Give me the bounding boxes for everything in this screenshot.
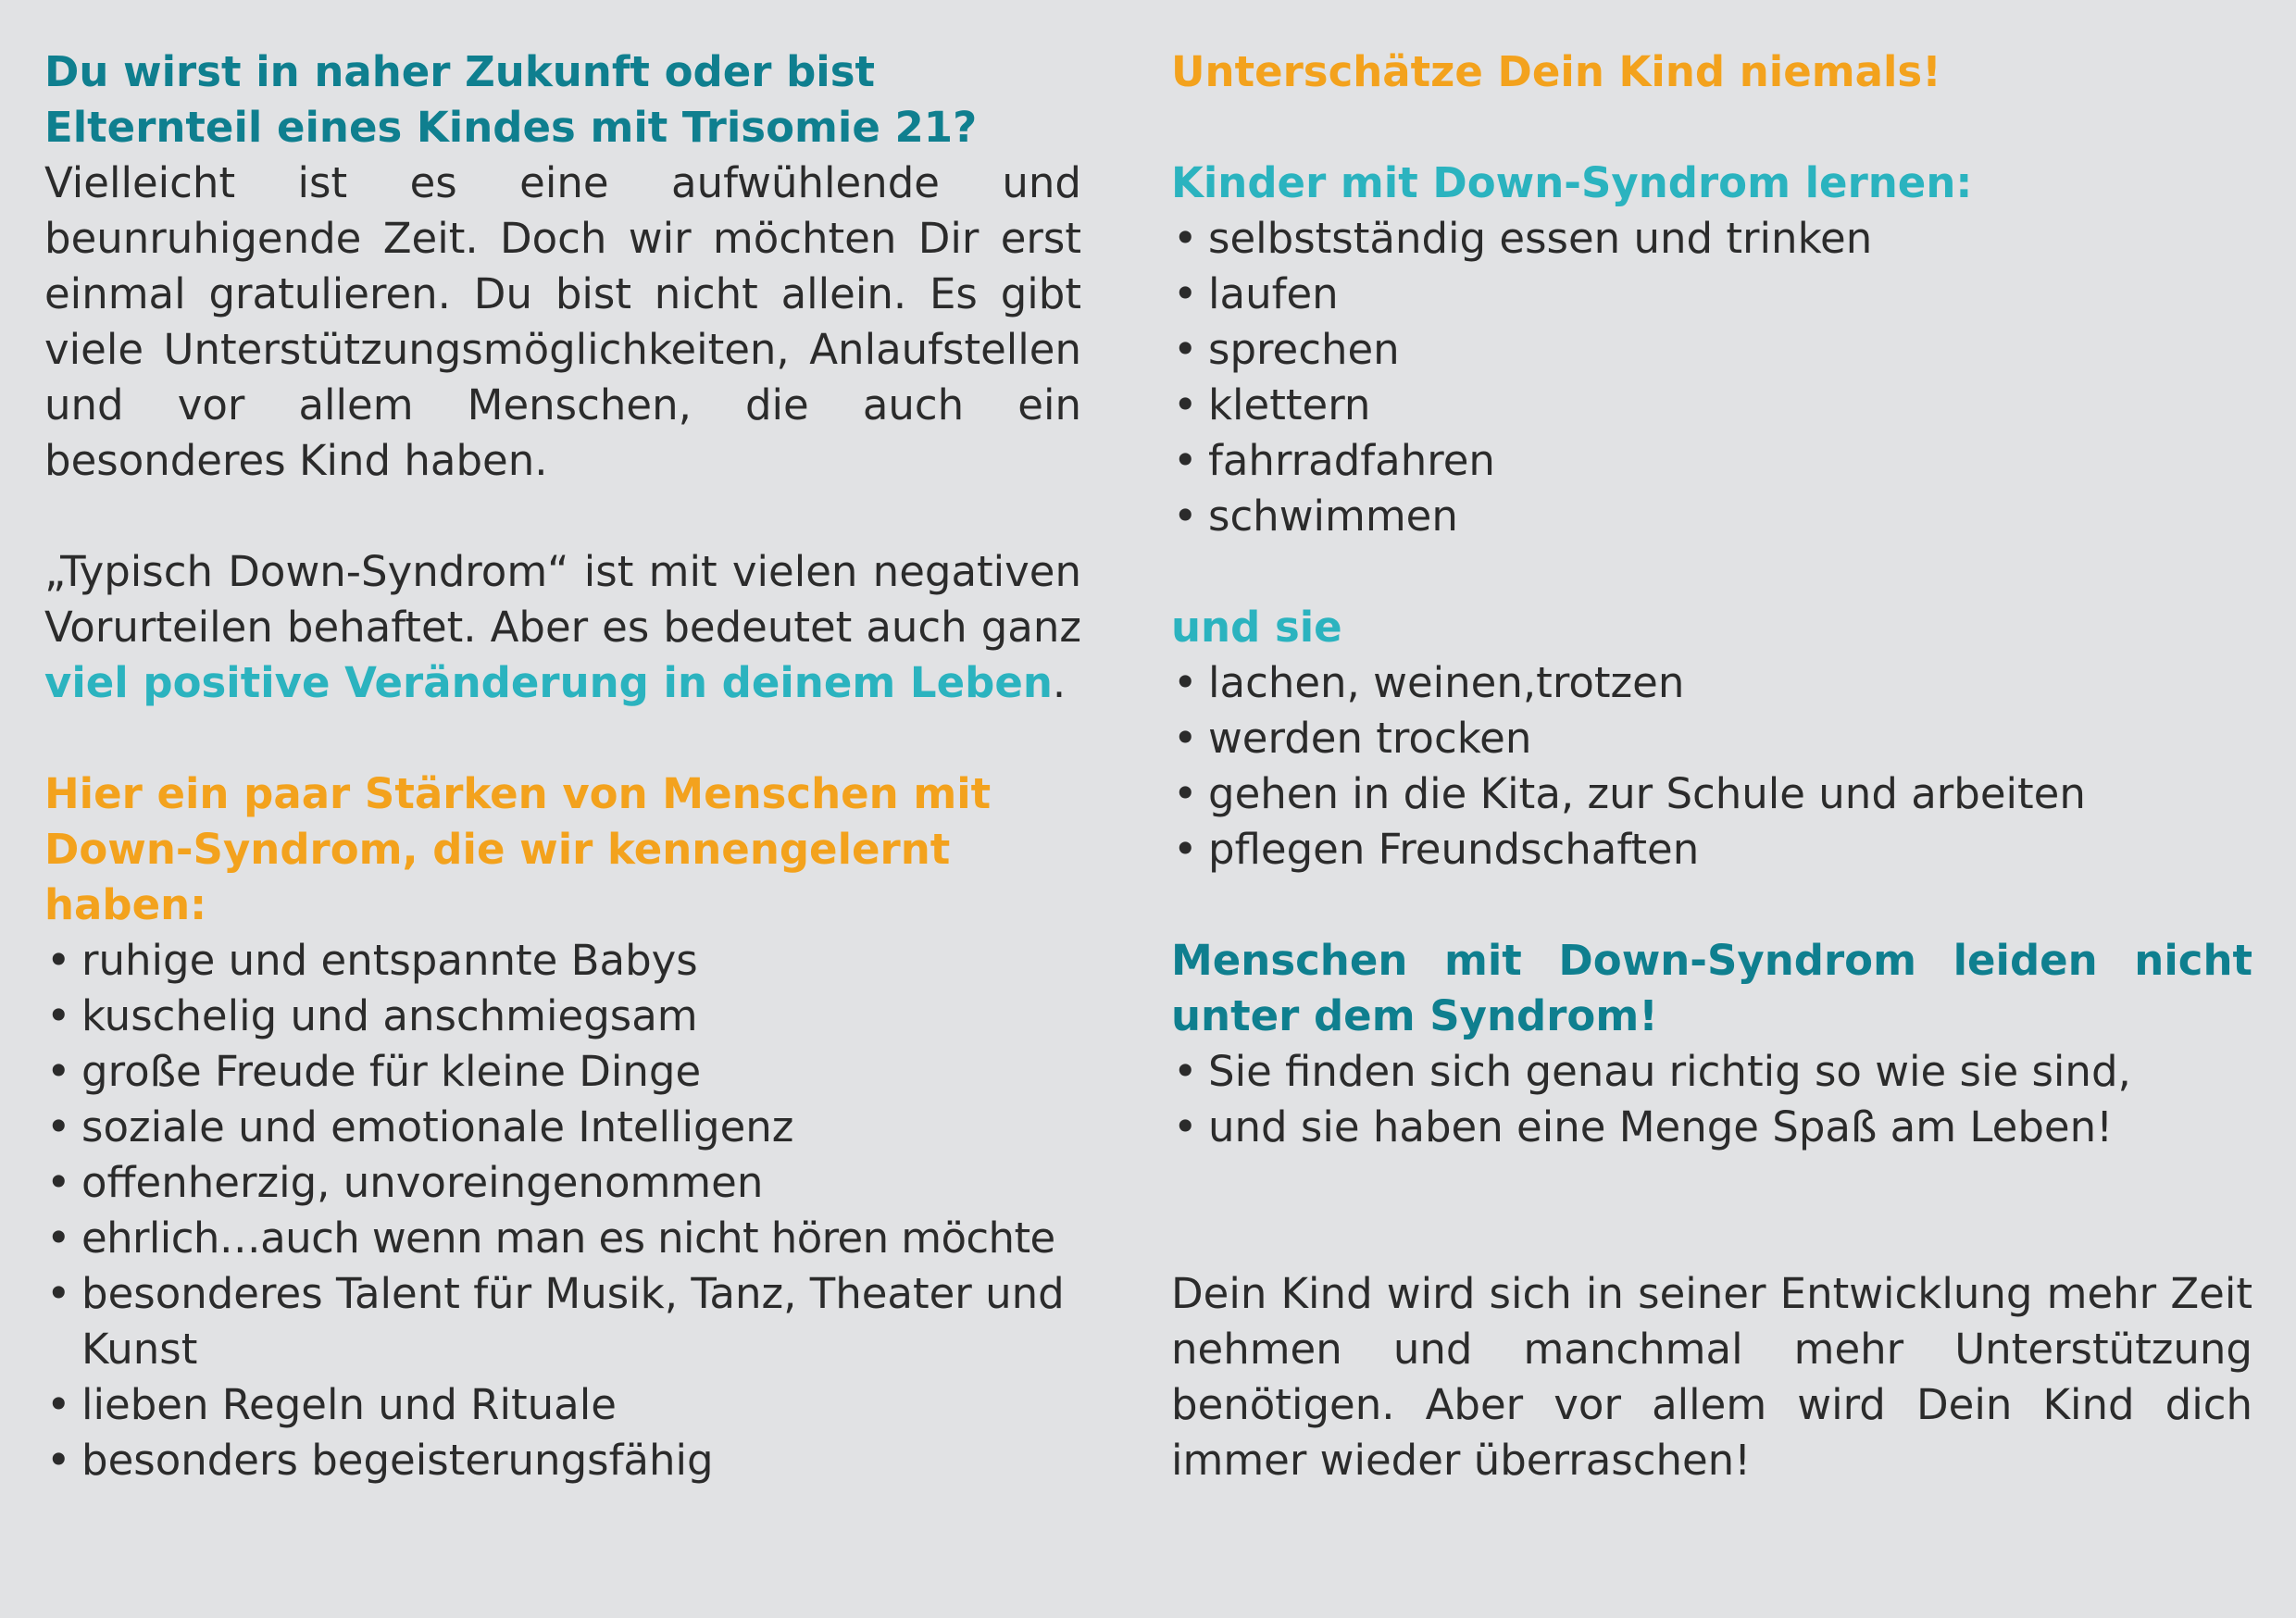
and-heading: und sie — [1171, 603, 1342, 652]
typisch-highlight: viel positive Veränderung in deinem Leben — [44, 658, 1053, 707]
intro-heading: Du wirst in naher Zukunft oder bist Elternteil eines Kindes mit Trisomie 21? — [44, 47, 978, 152]
spacer — [1171, 877, 2252, 933]
suffer-heading: Menschen mit Down-Syndrom leiden nicht unter dem Syndrom! — [1171, 936, 2252, 1040]
list-item: • lachen, weinen,trotzen — [1171, 655, 2252, 711]
strengths-list — [44, 933, 1081, 1488]
list-item: • pflegen Freundschaften — [1171, 822, 2252, 877]
left-column — [44, 44, 1081, 1488]
list-item: • fahrradfahren — [1171, 433, 2252, 489]
right-column — [1171, 44, 2252, 1488]
list-item: • sprechen — [1171, 322, 2252, 378]
spacer — [44, 711, 1081, 766]
learn-list — [1171, 211, 2252, 544]
and-list — [1171, 655, 2252, 877]
closing-paragraph: Dein Kind wird sich in seiner Entwicklung mehr Zeit nehmen und manchmal mehr Unterstützung benötigen. Aber vor allem wird Dein Kind dich immer wieder überraschen! — [1171, 1269, 2252, 1485]
intro-paragraph: Vielleicht ist es eine aufwühlende und beunruhigende Zeit. Doch wir möchten Dir erst einmal gratulieren. Du bist nicht allein. Es gibt viele Unterstützungsmöglichkeiten, Anlaufstellen und vor allem Menschen, die auch ein besonderes Kind haben. — [44, 158, 1081, 485]
strengths-heading: Hier ein paar Stärken von Menschen mit Down-Syndrom, die wir kennengelernt haben: — [44, 769, 992, 929]
list-item: • offenherzig, unvoreingenommen — [44, 1155, 1081, 1211]
typisch-paragraph — [44, 544, 1081, 711]
list-item: • gehen in die Kita, zur Schule und arbeiten — [1171, 766, 2252, 822]
list-item: • werden trocken — [1171, 711, 2252, 766]
list-item: • selbstständig essen und trinken — [1171, 211, 2252, 267]
spacer — [1171, 100, 2252, 156]
main-heading: Unterschätze Dein Kind niemals! — [1171, 47, 1941, 96]
list-item: • lieben Regeln und Rituale — [44, 1377, 1081, 1433]
list-item: • Sie finden sich genau richtig so wie sie sind, — [1171, 1044, 2252, 1100]
list-item: • besonders begeisterungsfähig — [44, 1433, 1081, 1488]
list-item: • große Freude für kleine Dinge — [44, 1044, 1081, 1100]
typisch-end: . — [1052, 658, 1067, 707]
suffer-list — [1171, 1044, 2252, 1155]
spacer — [44, 489, 1081, 544]
list-item: • ehrlich…auch wenn man es nicht hören möchte — [44, 1211, 1081, 1266]
list-item: • soziale und emotionale Intelligenz — [44, 1100, 1081, 1155]
list-item: • klettern — [1171, 378, 2252, 433]
spacer — [1171, 1155, 2252, 1266]
typisch-text: „Typisch Down-Syndrom“ ist mit vielen negativen Vorurteilen behaftet. Aber es bedeutet auch ganz — [44, 547, 1081, 652]
list-item: • besonderes Talent für Musik, Tanz, Theater und Kunst — [44, 1266, 1081, 1377]
list-item: • schwimmen — [1171, 489, 2252, 544]
learn-heading: Kinder mit Down-Syndrom lernen: — [1171, 158, 1973, 207]
spacer — [1171, 544, 2252, 600]
list-item: • kuschelig und anschmiegsam — [44, 989, 1081, 1044]
list-item: • und sie haben eine Menge Spaß am Leben! — [1171, 1100, 2252, 1155]
list-item: • laufen — [1171, 267, 2252, 322]
list-item: • ruhige und entspannte Babys — [44, 933, 1081, 989]
